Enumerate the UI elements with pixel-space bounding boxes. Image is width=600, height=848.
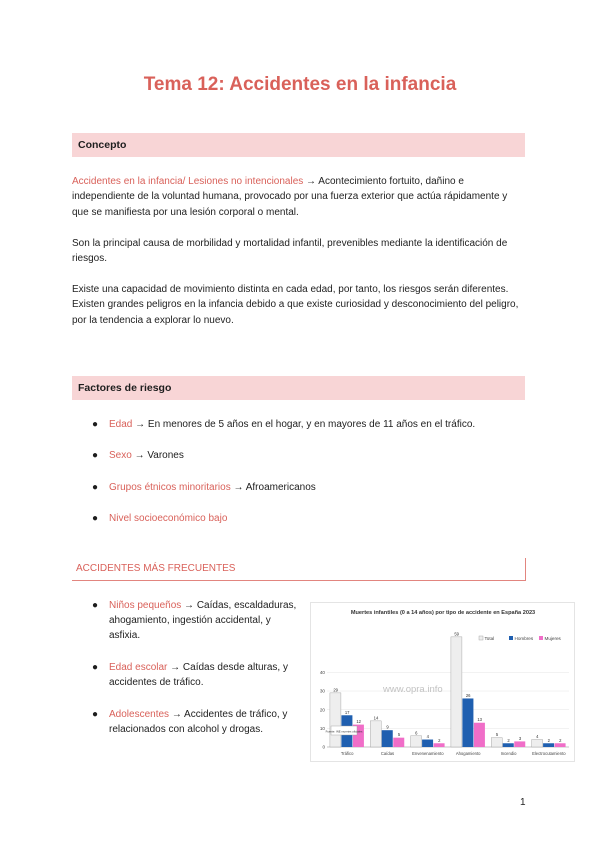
data-label: 2 [559, 737, 562, 743]
data-label: 4 [536, 734, 539, 740]
bar [532, 740, 543, 747]
bar [382, 730, 393, 747]
bullet-icon: ● [92, 709, 99, 720]
concepto-paragraph-2: Son la principal causa de morbilidad y mortalidad infantil, prevenibles mediante la identificación de riesgos. [72, 238, 508, 265]
x-tick-label: Electrocutamiento [532, 751, 566, 756]
data-label: 59 [454, 631, 460, 637]
y-tick-label: 30 [319, 688, 325, 694]
x-tick-label: Incendio [500, 751, 517, 756]
x-tick-label: Caídas [380, 751, 395, 756]
data-label: 29 [333, 687, 339, 693]
bullet-icon: ● [92, 482, 99, 493]
bar [434, 743, 445, 747]
bar [514, 741, 525, 747]
y-tick-label: 0 [322, 744, 325, 750]
bullet-icon: ● [92, 419, 99, 430]
bar [422, 740, 433, 747]
data-label: 17 [344, 709, 350, 715]
bar-chart [311, 603, 576, 763]
legend-label: Mujeres [544, 636, 561, 641]
legend-swatch [479, 636, 483, 640]
bullet-icon: ● [92, 450, 99, 461]
bar [503, 743, 514, 747]
data-label: 5 [397, 732, 401, 738]
data-label: 3 [518, 735, 522, 741]
page-title: Tema 12: Accidentes en la infancia [143, 74, 457, 95]
data-label: 9 [386, 724, 389, 730]
bar [543, 743, 554, 747]
bullet-icon: ● [92, 662, 99, 673]
data-label: 2 [438, 737, 441, 743]
bar [474, 723, 485, 747]
concepto-paragraph-1: Accidentes en la infancia/ Lesiones no intencionales → Acontecimiento fortuito, dañino e independiente de la voluntad humana, provocado por una fuerza exterior que actúa rápidamente y que se manifiesta por una lesión corporal o mental. [72, 176, 508, 218]
page-number: 1 [520, 797, 526, 808]
bar [451, 637, 462, 747]
bar [393, 738, 404, 747]
x-tick-label: Tráfico [340, 751, 354, 756]
section-header-accidentes: ACCIDENTES MÁS FRECUENTES [72, 557, 526, 581]
watermark-text: www.opra.info [383, 684, 443, 695]
legend-label: Hombres [514, 636, 534, 641]
legend-swatch [509, 636, 513, 640]
bullet-icon: ● [92, 513, 99, 524]
legend-swatch [539, 636, 543, 640]
bar [370, 721, 381, 747]
y-tick-label: 20 [319, 707, 325, 713]
section-header-factores: Factores de riesgo [72, 376, 525, 400]
y-tick-label: 10 [319, 725, 325, 731]
chart-title: Muertes infantiles (0 a 14 años) por tipo de accidente en España 2023 [350, 610, 536, 616]
data-label: 2 [547, 737, 551, 743]
data-label: 12 [356, 719, 362, 725]
data-label: 6 [415, 730, 418, 736]
data-label: 2 [507, 737, 510, 743]
data-label: 26 [465, 692, 471, 698]
x-tick-label: Ahogamiento [455, 751, 481, 756]
bar [462, 698, 473, 747]
data-label: 13 [477, 717, 483, 723]
bar [555, 743, 566, 747]
bar [330, 693, 341, 747]
section-header-concepto: Concepto [72, 133, 525, 157]
annotation-text: Fuente: INE muertes oficiales [325, 729, 363, 734]
bullet-icon: ● [92, 600, 99, 611]
y-tick-label: 40 [319, 669, 325, 675]
data-label: 14 [373, 715, 379, 721]
accident-deaths-chart [310, 602, 575, 762]
concepto-paragraph-3: Existe una capacidad de movimiento distinta en cada edad, por tanto, los riesgos serán diferentes. Existen grandes peligros en la infancia debido a que existe curiosidad y desconocimiento del peligro, por la tendencia a explorar lo nuevo. [72, 284, 519, 326]
x-tick-label: Envenenamiento [412, 751, 444, 756]
bar [411, 736, 422, 747]
data-label: 5 [495, 732, 499, 738]
concepto-term: Accidentes en la infancia/ Lesiones no intencionales [72, 176, 304, 187]
legend-label: Total [484, 636, 495, 641]
data-label: 4 [426, 734, 430, 740]
bar [491, 738, 502, 747]
